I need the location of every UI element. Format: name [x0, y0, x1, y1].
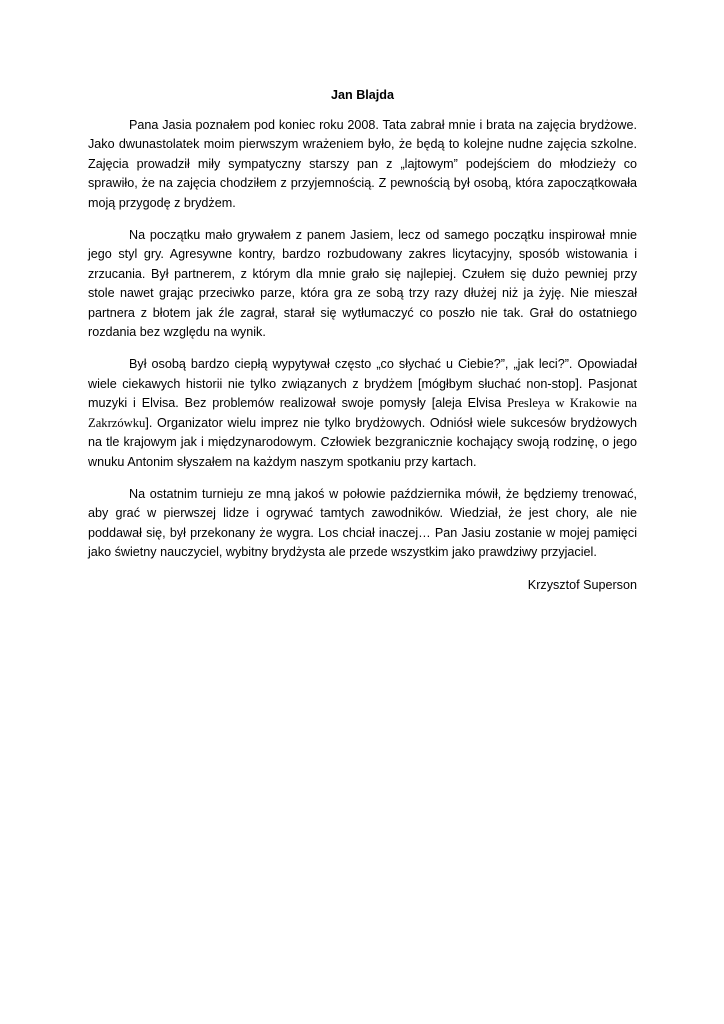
- paragraph-1: Pana Jasia poznałem pod koniec roku 2008. Tata zabrał mnie i brata na zajęcia brydżowe. Jako dwunastolatek moim pierwszym wrażeniem było, że będą to kolejne nudne zajęcia szkolne. Zajęcia prowadził miły sympatyczny starszy pan z „lajtowym” podejściem do młodzieży co sprawiło, że na zajęcia chodziłem z przyjemnością. Z pewnością był osobą, która zapoczątkowała moją przygodę z brydżem.: [88, 118, 637, 210]
- paragraph-3: [88, 355, 637, 471]
- paragraph-3-text-b: ]. Organizator wielu imprez nie tylko brydżowych. Odniósł wiele sukcesów brydżowych na tle krajowym jak i międzynarodowym. Człowiek bezgranicznie kochający swoją rodzinę, o jego wnuku Antonim słyszałem na każdym naszym spotkaniu przy kartach.: [88, 415, 637, 469]
- author-signature: Krzysztof Superson: [527, 577, 637, 592]
- paragraph-2: Na początku mało grywałem z panem Jasiem, lecz od samego początku inspirował mnie jego styl gry. Agresywne kontry, bardzo rozbudowany zakres licytacyjny, sposób wistowania i zrzucania. Był partnerem, z którym dla mnie grało się najlepiej. Czułem się dużo pewniej przy stole nawet grając przeciwko parze, która gra ze sobą trzy razy dłużej niż ja żyję. Nie mieszał partnera z błotem jak źle zagrał, starał się wytłumaczyć co poszło nie tak. Grał do ostatniego rozdania bez względu na wynik.: [88, 228, 637, 340]
- paragraph-3-text-a: Był osobą bardzo ciepłą wypytywał często „co słychać u Ciebie?”, „jak leci?”. Opowiadał wiele ciekawych historii nie tylko związanych z brydżem [mógłbym słuchać non-stop]. Pasjonat muzyki i Elvisa. Bez problemów realizował swoje pomysły [aleja Elvisa: [88, 357, 637, 411]
- paragraph-3-serif-text: Presleya w Krakowie na Zakrzówku: [88, 396, 637, 430]
- document-title: Jan Blajda: [331, 88, 394, 102]
- document-body: [88, 86, 637, 595]
- paragraph-4: Na ostatnim turnieju ze mną jakoś w połowie października mówił, że będziemy trenować, aby grać w pierwszej lidze i ogrywać tamtych zawodników. Wiedział, że jest chory, ale nie poddawał się, był przekonany że wygra. Los chciał inaczej… Pan Jasiu zostanie w mojej pamięci jako świetny nauczyciel, wybitny brydżysta ale przede wszystkim jako prawdziwy przyjaciel.: [88, 486, 637, 560]
